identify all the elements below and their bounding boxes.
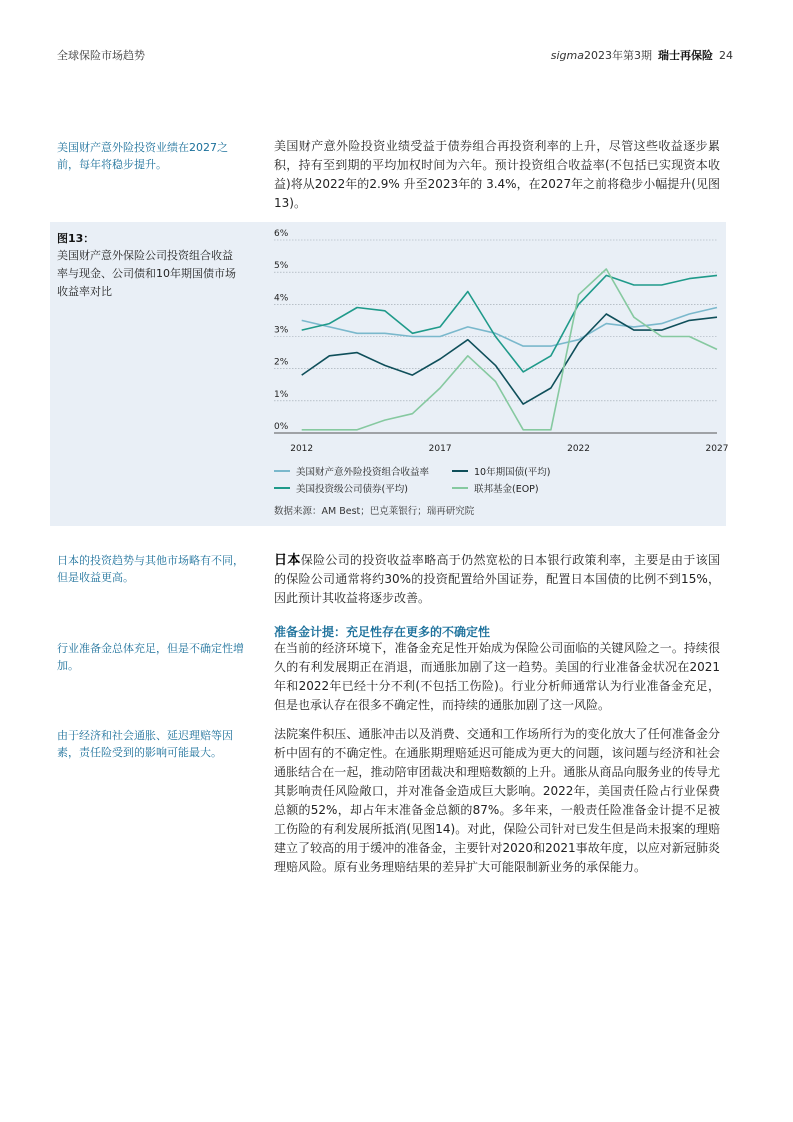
series-line <box>302 308 717 347</box>
legend-label: 联邦基金(EOP) <box>474 484 539 495</box>
legend-label: 10年期国债(平均) <box>474 467 551 478</box>
figure-caption: 美国财产意外保险公司投资组合收益率与现金、公司债和10年期国债市场收益率对比 <box>57 249 236 298</box>
series-line <box>302 314 717 404</box>
x-tick-label: 2027 <box>705 444 729 454</box>
publication-name: sigma <box>550 49 584 62</box>
lead-word: 日本 <box>274 553 301 568</box>
line-chart <box>262 228 729 458</box>
body-paragraph: 在当前的经济环境下，准备金充足性开始成为保险公司面临的关键风险之一。持续很久的有利发展期正在消退，而通胀加剧了这一趋势。美国的行业准备金状况在2021年和2022年已经十分不利(不包括工伤险)。行业分析师通常认为行业准备金充足，但是也承认存在很多不确定性，而持续的通胀加剧了这一风险。 <box>274 641 720 712</box>
y-tick-label: 6% <box>274 229 289 239</box>
figure-title: 图13： <box>57 232 95 245</box>
side-note: 行业准备金总体充足，但是不确定性增加。 <box>57 642 244 672</box>
x-tick-label: 2012 <box>290 444 314 454</box>
y-tick-label: 5% <box>274 261 289 272</box>
side-note: 由于经济和社会通胀、延迟理赔等因素，责任险受到的影响可能最大。 <box>57 729 233 759</box>
side-note: 日本的投资趋势与其他市场略有不同，但是收益更高。 <box>57 554 244 584</box>
body-paragraph <box>274 551 720 608</box>
legend-item <box>452 464 551 478</box>
legend-label: 美国投资级公司债券(平均) <box>296 484 408 495</box>
page-number: 24 <box>719 49 733 62</box>
y-tick-label: 4% <box>274 293 289 304</box>
legend-swatch <box>274 470 290 472</box>
legend-item <box>274 481 408 495</box>
running-header-publication <box>551 47 733 63</box>
legend-swatch <box>452 487 468 489</box>
y-tick-label: 3% <box>274 325 289 336</box>
y-tick-label: 1% <box>274 389 289 400</box>
section-heading: 准备金计提：充足性存在更多的不确定性 <box>274 625 491 639</box>
side-note: 美国财产意外险投资业绩在2027之前，每年将稳步提升。 <box>57 141 228 171</box>
y-tick-label: 2% <box>274 357 289 368</box>
legend-swatch <box>452 470 468 472</box>
legend-item <box>452 481 539 495</box>
legend-item <box>274 464 429 478</box>
legend-label: 美国财产意外险投资组合收益率 <box>296 467 430 478</box>
y-tick-label: 0% <box>274 422 289 432</box>
figure-source: 数据来源：AM Best；巴克莱银行；瑞再研究院 <box>274 506 475 517</box>
brand-name: 瑞士再保险 <box>658 49 713 62</box>
issue-label: 2023年第3期 <box>584 49 652 62</box>
body-paragraph: 法院案件积压、通胀冲击以及消费、交通和工作场所行为的变化放大了任何准备金分析中固有的不确定性。在通胀期理赔延迟可能成为更大的问题，该问题与经济和社会通胀结合在一起，推动陪审团裁决和理赔数额的上升。通胀从商品向服务业的传导尤其影响责任风险敞口，并对准备金造成巨大影响。2022年，美国责任险占行业保费总额的52%，却占年末准备金总额的87%。多年来，一般责任险准备金计提不足被工伤险的有利发展所抵消(见图14)。对此，保险公司针对已发生但是尚未报案的理赔建立了较高的用于缓冲的准备金，主要针对2020和2021事故年度，以应对新冠肺炎理赔风险。原有业务理赔结果的差异扩大可能限制新业务的承保能力。 <box>274 727 720 874</box>
series-line <box>302 269 717 430</box>
paragraph-text: 保险公司的投资收益率略高于仍然宽松的日本银行政策利率，主要是由于该国的保险公司通常将约30%的投资配置给外国证券，配置日本国债的比例不到15%，因此预计其收益将逐步改善。 <box>274 553 720 605</box>
running-header-title: 全球保险市场趋势 <box>57 49 145 62</box>
legend-swatch <box>274 487 290 489</box>
x-tick-label: 2017 <box>428 444 452 454</box>
x-tick-label: 2022 <box>567 444 591 454</box>
body-paragraph: 美国财产意外险投资业绩受益于债券组合再投资利率的上升，尽管这些收益逐步累积，持有至到期的平均加权时间为六年。预计投资组合收益率(不包括已实现资本收益)将从2022年的2.9% 升至2023年的 3.4%，在2027年之前将稳步小幅提升(见图13)。 <box>274 139 720 210</box>
